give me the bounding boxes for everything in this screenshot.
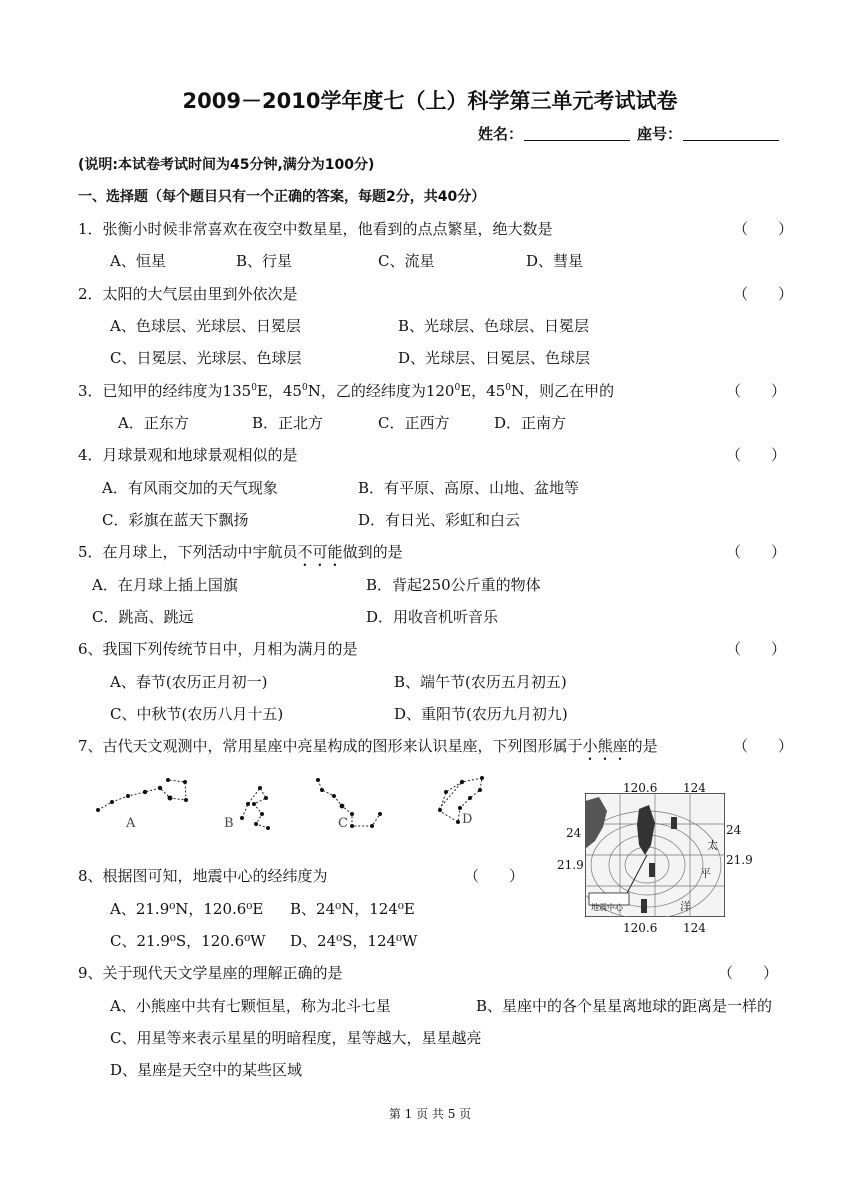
q1-option-b[interactable]: B、行星 xyxy=(236,252,293,270)
question-2-stem: 2．太阳的大气层由里到外依次是 xyxy=(78,285,298,303)
map-label-left-top: 24 xyxy=(566,826,582,840)
q5-option-c[interactable]: C．跳高、跳远 xyxy=(92,608,194,626)
q4-option-a[interactable]: A．有风雨交加的天气现象 xyxy=(102,479,278,497)
answer-paren-5[interactable]: （ ） xyxy=(726,543,787,561)
q8-option-a[interactable]: A、21.9⁰N，120.6⁰E xyxy=(110,900,264,918)
q9-option-c[interactable]: C、用星等来表示星星的明暗程度，星等越大，星星越亮 xyxy=(110,1029,482,1047)
question-1-stem: 1．张衡小时候非常喜欢在夜空中数星星，他看到的点点繁星，绝大数是 xyxy=(78,220,553,238)
q3-option-a[interactable]: A．正东方 xyxy=(118,414,189,432)
answer-paren-8[interactable]: （ ） xyxy=(464,867,525,885)
q2-option-a[interactable]: A、色球层、光球层、日冕层 xyxy=(110,317,301,335)
q6-option-c[interactable]: C、中秋节(农历八月十五) xyxy=(110,705,284,723)
epicenter-label: 地震中心 xyxy=(591,903,623,912)
map-label-top-left: 120.6 xyxy=(623,781,658,795)
q2-option-b[interactable]: B、光球层、色球层、日冕层 xyxy=(398,317,590,335)
q6-option-a[interactable]: A、春节(农历正月初一) xyxy=(110,673,268,691)
map-label-right-bottom: 21.9 xyxy=(726,853,753,867)
answer-paren-4[interactable]: （ ） xyxy=(726,446,787,464)
q5-option-a[interactable]: A．在月球上插上国旗 xyxy=(92,576,238,594)
question-9-stem: 9、关于现代天文学星座的理解正确的是 xyxy=(78,964,343,982)
map-label-bottom-left: 120.6 xyxy=(623,921,658,935)
question-6-stem: 6、我国下列传统节日中，月相为满月的是 xyxy=(78,640,358,658)
question-7-stem: 7、古代天文观测中，常用星座中亮星构成的图形来认识星座，下列图形属于小熊座的是 xyxy=(78,737,658,755)
instructions: (说明:本试卷考试时间为45分钟,满分为100分) xyxy=(78,157,375,173)
question-3-stem: 3．已知甲的经纬度为$135^0E$，$45^0N$，乙的经纬度为$120^0E$，$45^0N$，则乙在甲的 xyxy=(78,382,615,400)
map-label-top-right: 124 xyxy=(683,781,706,795)
map-ocean-2: 平 xyxy=(700,867,711,880)
q1-option-a[interactable]: A、恒星 xyxy=(110,252,166,270)
answer-paren-7[interactable]: （ ） xyxy=(733,737,794,755)
map-label-left-bottom: 21.9 xyxy=(557,858,584,872)
name-label: 姓名： xyxy=(478,125,524,143)
map-label-bottom-right: 124 xyxy=(683,921,706,935)
q8-option-d[interactable]: D、24⁰S，124⁰W xyxy=(290,932,418,950)
q5-option-b[interactable]: B．背起250公斤重的物体 xyxy=(366,576,541,594)
q2-option-c[interactable]: C、日冕层、光球层、色球层 xyxy=(110,349,302,367)
answer-paren-2[interactable]: （ ） xyxy=(733,285,794,303)
q4-option-c[interactable]: C．彩旗在蓝天下飘扬 xyxy=(102,511,249,529)
q1-option-c[interactable]: C、流星 xyxy=(378,252,435,270)
figure-label-c: C xyxy=(338,816,348,831)
constellation-figures xyxy=(90,768,520,838)
figure-label-a: A xyxy=(126,816,136,831)
page-footer: 第 1 页 共 5 页 xyxy=(388,1107,472,1121)
q4-option-b[interactable]: B．有平原、高原、山地、盆地等 xyxy=(358,479,580,497)
seat-field[interactable] xyxy=(683,124,779,141)
q9-option-b[interactable]: B、星座中的各个星星离地球的距离是一样的 xyxy=(476,997,773,1015)
q9-option-a[interactable]: A、小熊座中共有七颗恒星，称为北斗七星 xyxy=(110,997,391,1015)
q3-option-d[interactable]: D．正南方 xyxy=(494,414,567,432)
q1-option-d[interactable]: D、彗星 xyxy=(526,252,584,270)
q6-option-b[interactable]: B、端午节(农历五月初五) xyxy=(394,673,567,691)
q8-option-b[interactable]: B、24⁰N，124⁰E xyxy=(290,900,415,918)
answer-paren-3[interactable]: （ ） xyxy=(726,382,787,400)
q3-option-b[interactable]: B．正北方 xyxy=(252,414,324,432)
q6-option-d[interactable]: D、重阳节(农历九月初九) xyxy=(394,705,568,723)
q9-option-d[interactable]: D、星座是天空中的某些区域 xyxy=(110,1061,303,1079)
q4-option-d[interactable]: D．有日光、彩虹和白云 xyxy=(358,511,521,529)
answer-paren-1[interactable]: （ ） xyxy=(733,220,794,238)
map-ocean-3: 洋 xyxy=(680,900,691,913)
figure-label-d: D xyxy=(462,812,473,827)
question-8-stem: 8、根据图可知，地震中心的经纬度为 xyxy=(78,867,328,885)
q3-option-c[interactable]: C．正西方 xyxy=(378,414,450,432)
seat-label: 座号： xyxy=(637,125,683,143)
q8-option-c[interactable]: C、21.9⁰S，120.6⁰W xyxy=(110,932,266,950)
q5-option-d[interactable]: D．用收音机听音乐 xyxy=(366,608,499,626)
map-ocean-1: 太 xyxy=(707,839,718,852)
figure-label-b: B xyxy=(224,816,234,831)
question-4-stem: 4．月球景观和地球景观相似的是 xyxy=(78,446,298,464)
page-title: 2009－2010学年度七（上）科学第三单元考试试卷 xyxy=(182,89,678,113)
answer-paren-6[interactable]: （ ） xyxy=(726,640,787,658)
question-5-stem: 5．在月球上，下列活动中宇航员不可能做到的是 xyxy=(78,543,403,561)
section-heading: 一、选择题（每个题目只有一个正确的答案，每题2分，共40分） xyxy=(78,189,486,205)
answer-paren-9[interactable]: （ ） xyxy=(718,964,779,982)
q2-option-d[interactable]: D、光球层、日冕层、色球层 xyxy=(398,349,591,367)
name-field[interactable] xyxy=(524,124,630,141)
map-label-right-top: 24 xyxy=(726,823,742,837)
